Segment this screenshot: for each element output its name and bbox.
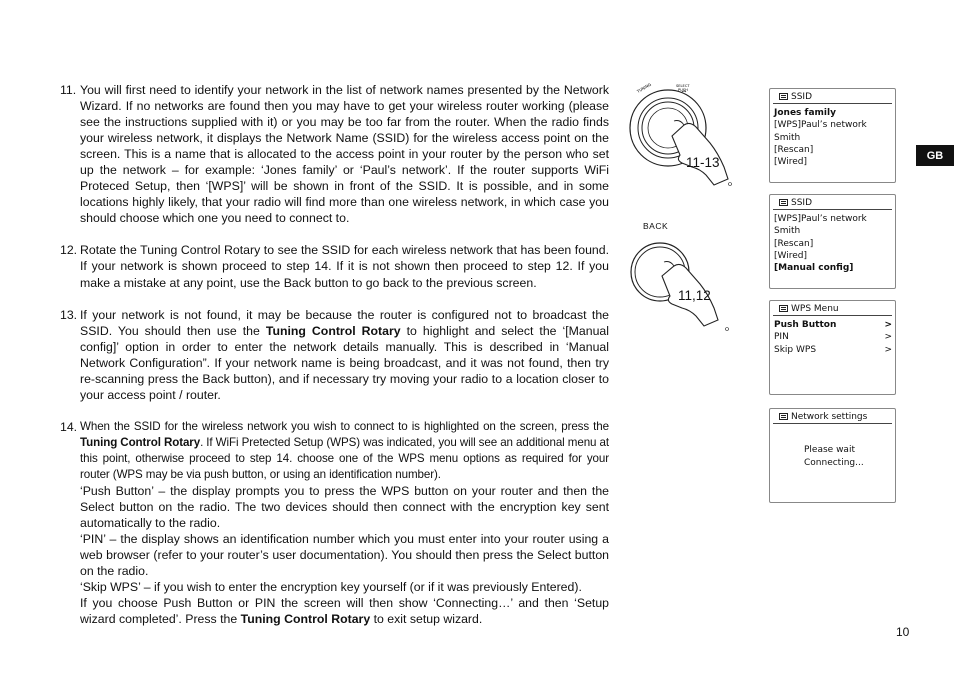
chevron-right-icon: > <box>884 332 892 343</box>
step-14 <box>60 419 609 628</box>
item-label: Jones family <box>774 108 836 118</box>
page-number: 10 <box>896 625 910 639</box>
network-settings-screen <box>769 408 896 503</box>
ssid-screen-2 <box>769 194 896 289</box>
list-item <box>774 238 892 250</box>
item-label: PIN <box>774 332 789 343</box>
status-message: Please wait <box>804 445 855 455</box>
chevron-right-icon: > <box>884 344 892 355</box>
text-segment: to exit setup wizard. <box>370 612 483 627</box>
step-text <box>80 307 609 403</box>
item-label: [Rescan] <box>774 238 814 249</box>
list-item <box>774 225 892 237</box>
instruction-steps <box>60 82 609 643</box>
wps-menu-screen <box>769 300 896 395</box>
tuning-small-label: TUNING <box>636 81 653 94</box>
screen-header <box>773 409 892 424</box>
step-number: 12. <box>60 243 78 258</box>
item-label: [Wired] <box>774 157 807 168</box>
list-item <box>774 132 892 144</box>
tuning-knob-illustration <box>624 78 754 198</box>
item-label: Push Button <box>774 320 837 330</box>
list-icon <box>779 413 788 420</box>
language-tab: GB <box>916 145 954 166</box>
list-item <box>774 250 892 262</box>
push-button-paragraph: ‘Push Button’ – the display prompts you to press the WPS button on your router and then the Select button on the radio. The two devices should then connect with the encryption key sent automatically to the radio. <box>80 484 609 531</box>
list-item <box>774 344 892 356</box>
text-segment: When the SSID for the wireless network you wish to connect to is highlighted on the screen, press the <box>80 419 609 433</box>
connecting-paragraph <box>80 595 609 627</box>
text-segment: If your network is not found, it may be because the router is configured not to broadcast the SSID. You should then use the <box>80 307 609 338</box>
ssid-screen-1 <box>769 88 896 183</box>
list-item <box>774 144 892 156</box>
step-12 <box>60 242 609 290</box>
screen-header <box>773 301 892 316</box>
text-segment: to highlight and select the ‘[Manual config]’ option in order to enter the network details manually. This is described in ‘Manual Network Configuration”. If your network name is being broadcast, and it was not found, then try re-scanning press the Back button), and if necessary try moving your radio to a location closer to your access point / router. <box>80 323 609 402</box>
list-item <box>774 213 892 225</box>
step-number: 13. <box>60 307 78 322</box>
bold-term: Tuning Control Rotary <box>265 323 401 338</box>
step-11 <box>60 82 609 226</box>
item-label: Skip WPS <box>774 344 817 355</box>
step-text: Rotate the Tuning Control Rotary to see the SSID for each wireless network that has been found. If your network is shown proceed to step 14. If it is not shown then proceed to step 12. If you make a mistake at any point, use the Back button to go back to the previous screen. <box>80 243 609 290</box>
list-icon <box>779 93 788 100</box>
back-step-label: 11,12 <box>678 288 711 303</box>
step-number: 11. <box>60 83 77 97</box>
item-label: [Wired] <box>774 250 807 261</box>
status-message: Connecting... <box>804 458 864 468</box>
screen-title: WPS Menu <box>791 303 839 314</box>
list-item <box>774 156 892 168</box>
step-number: 14. <box>60 419 78 434</box>
list-item <box>774 119 892 131</box>
screen-title: Network settings <box>791 411 868 422</box>
step-13 <box>60 307 609 403</box>
list-item-selected <box>774 262 892 274</box>
screen-title: SSID <box>791 91 813 102</box>
push-small-label: PUSH <box>678 88 688 92</box>
list-item <box>774 331 892 343</box>
item-label: [WPS]Paul’s network <box>774 214 867 224</box>
item-label: [WPS]Paul’s network <box>774 120 867 131</box>
back-button-label: BACK <box>643 221 669 231</box>
item-label: [Rescan] <box>774 144 814 155</box>
list-item-selected <box>774 319 892 331</box>
step-text <box>80 419 609 483</box>
item-label: Smith <box>774 226 801 237</box>
list-item-selected <box>774 107 892 119</box>
text-segment: . If WiFi Pretected Setup (WPS) was indicated, you will see an additional menu at this point, otherwise proceed to step 14. choose one of the WPS menu options as required for your router (WPS may be via push button, or using an identification number). <box>80 435 609 481</box>
chevron-right-icon: > <box>884 320 892 330</box>
text-segment: If you choose Push Button or PIN the screen will then show ‘Connecting…’ and then ‘Setup wizard completed’. Press the <box>80 596 609 627</box>
item-label: [Manual config] <box>774 263 854 274</box>
item-label: Smith <box>774 132 801 143</box>
bold-term: Tuning Control Rotary <box>240 612 371 627</box>
step-text: You will first need to identify your network in the list of network names presented by the Network Wizard. If no networks are found then you may have to get your wireless router working (please see the instructions supplied with it) or you may be too far from the router. When the radio finds your wireless network, it displays the Network Name (SSID) for the wireless access point on the screen. This is a name that is allocated to the access point in your router by the person who set up the network – for example: ‘Jones family’ or ‘Paul’s network’. If the router supports WiFi Proteced Setup, then ‘[WPS]’ will be shown in front of the SSID. It is possible, and in some locations highly likely, that your radio will find more than one wireless network, in which case you should choose which one you need to connect to. <box>80 83 609 226</box>
knob-step-label: 11-13 <box>686 155 720 170</box>
select-small-label: SELECT <box>676 84 690 88</box>
screen-header <box>773 89 892 104</box>
screen-title: SSID <box>791 197 813 208</box>
list-icon <box>779 199 788 206</box>
pin-paragraph: ‘PIN’ – the display shows an identification number which you must enter into your router using a web browser (refer to your router’s user documentation). You should then press the Select button on the radio. <box>80 532 609 579</box>
bold-term: Tuning Control Rotary <box>80 435 201 449</box>
list-icon <box>779 305 788 312</box>
skip-wps-paragraph: ‘Skip WPS’ – if you wish to enter the encryption key yourself (or if it was previously Entered). <box>80 580 582 595</box>
screen-header <box>773 195 892 210</box>
